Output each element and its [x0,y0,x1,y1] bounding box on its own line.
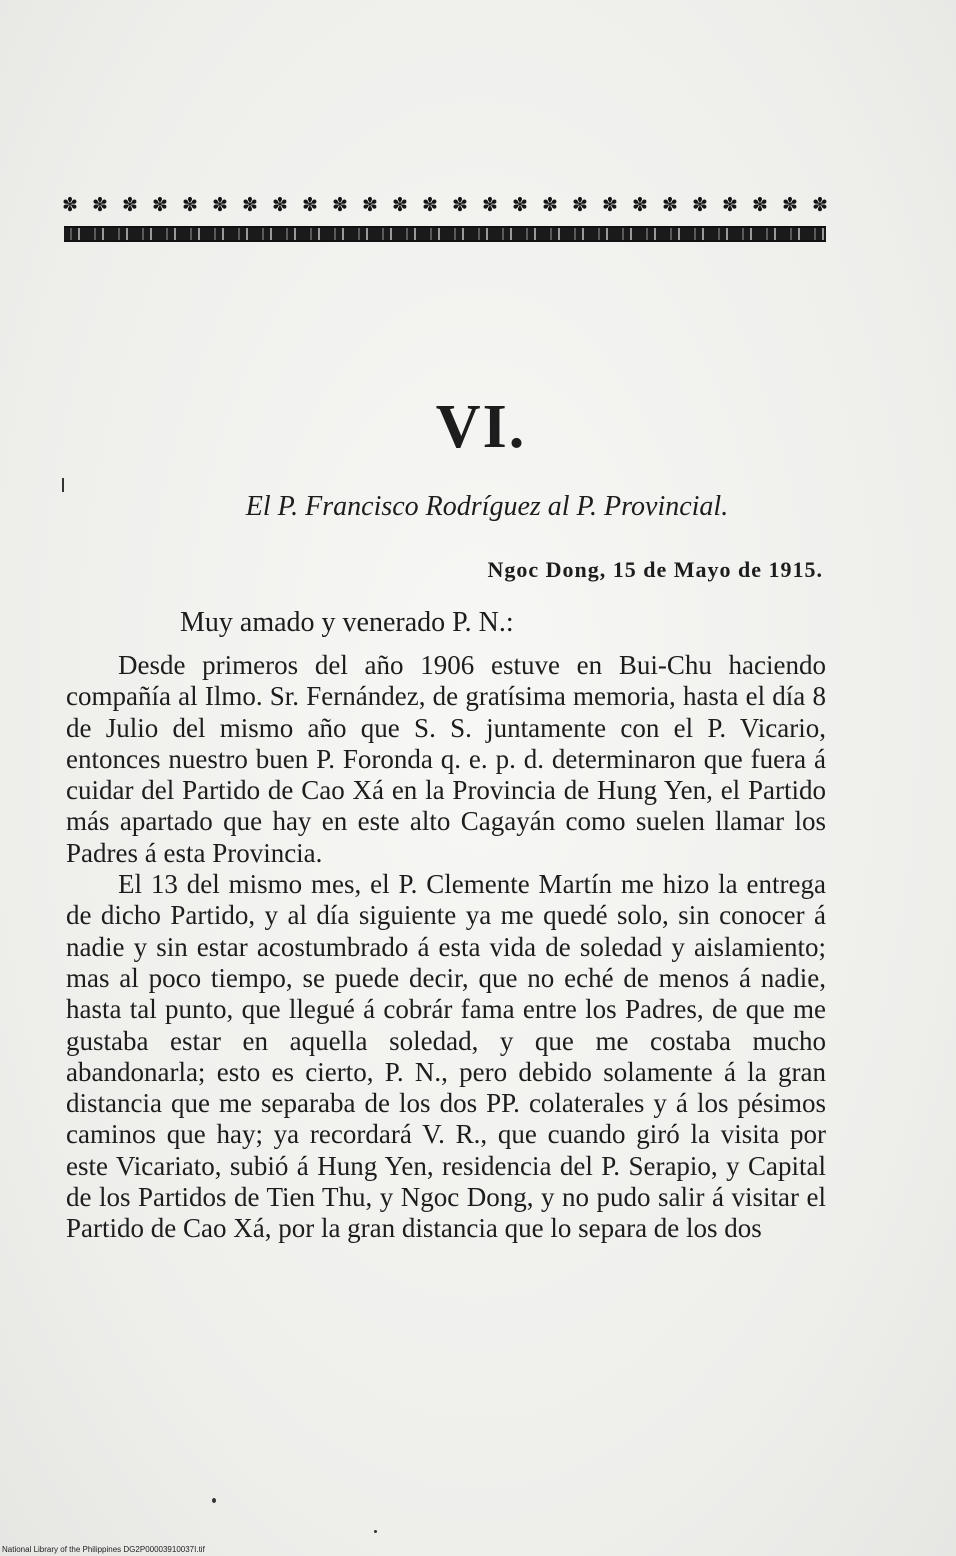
floral-border-icon: ✽ [602,194,618,216]
floral-border-icon: ✽ [512,194,528,216]
letter-dateline: Ngoc Dong, 15 de Mayo de 1915. [487,557,823,582]
floral-border-icon: ✽ [92,194,108,216]
floral-border-icon: ✽ [302,194,318,216]
floral-border-icon: ✽ [62,194,78,216]
floral-border-icon: ✽ [542,194,558,216]
ornament-border-top [62,194,828,216]
scan-speck [212,1498,216,1503]
ornament-border-band [64,226,826,242]
letter-body [66,650,826,1245]
floral-border-icon: ✽ [662,194,678,216]
floral-border-icon: ✽ [752,194,768,216]
source-footer-note: National Library of the Philippines DG2P00003910037I.tif [2,1545,205,1554]
body-paragraph: El 13 del mismo mes, el P. Clemente Martín me hizo la entrega de dicho Partido, y al día siguiente ya me quedé solo, sin conocer á nadie y sin estar acostumbrado á esta vida de soledad y aislamiento; mas al poco tiempo, se puede decir, que no eché de menos á nadie, hasta tal punto, que llegué á cobrár fama entre los Padres, de que me gustaba estar en aquella soledad, y que me costaba mucho abandonarla; esto es cierto, P. N., pero debido solamente á la gran distancia que me separaba de los dos PP. colaterales y á los pésimos caminos que hay; ya recordará V. R., que cuando giró la visita por este Vicariato, subió á Hung Yen, residencia del P. Serapio, y Capital de los Partidos de Tien Thu, y Ngoc Dong, y no pudo salir á visitar el Partido de Cao Xá, por la gran distancia que lo separa de los dos [66,869,826,1244]
floral-border-icon: ✽ [362,194,378,216]
floral-border-icon: ✽ [212,194,228,216]
floral-border-icon: ✽ [572,194,588,216]
floral-border-icon: ✽ [812,194,828,216]
body-paragraph: Desde primeros del año 1906 estuve en Bui-Chu haciendo compañía al Ilmo. Sr. Fernández, de gratísima memoria, hasta el día 8 de Julio del mismo año que S. S. juntamente con el P. Vicario, entonces nuestro buen P. Foronda q. e. p. d. determinaron que fuera á cuidar del Partido de Cao Xá en la Provincia de Hung Yen, el Partido más apartado que hay en este alto Cagayán como suelen llamar los Padres á esta Provincia. [66,650,826,868]
floral-border-icon: ✽ [242,194,258,216]
floral-border-icon: ✽ [692,194,708,216]
floral-border-icon: ✽ [422,194,438,216]
floral-border-icon: ✽ [152,194,168,216]
chapter-number: VI. [435,393,527,461]
floral-border-icon: ✽ [722,194,738,216]
floral-border-icon: ✽ [272,194,288,216]
floral-border-icon: ✽ [632,194,648,216]
floral-border-icon: ✽ [392,194,408,216]
floral-border-icon: ✽ [482,194,498,216]
floral-border-icon: ✽ [182,194,198,216]
scan-speck [62,478,64,492]
floral-border-icon: ✽ [452,194,468,216]
floral-border-icon: ✽ [782,194,798,216]
chapter-subtitle: El P. Francisco Rodríguez al P. Provincial. [245,491,729,522]
floral-border-icon: ✽ [122,194,138,216]
letter-salutation: Muy amado y venerado P. N.: [180,607,514,638]
floral-border-icon: ✽ [332,194,348,216]
scan-speck [374,1530,377,1533]
